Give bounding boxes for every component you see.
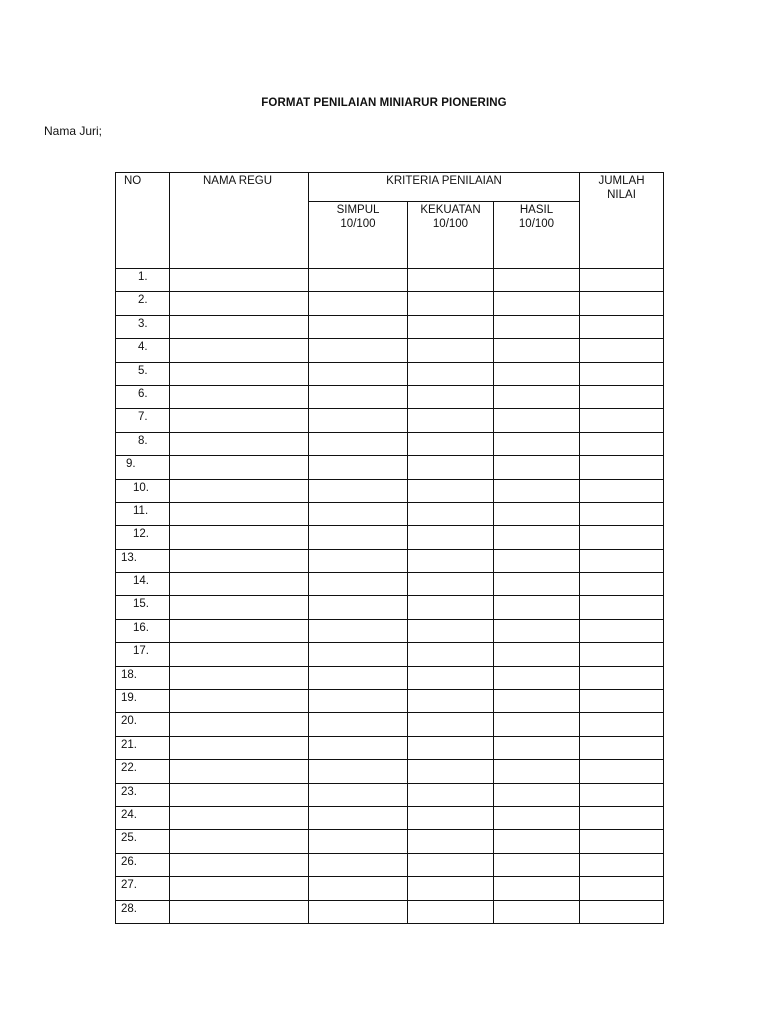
table-row (116, 456, 664, 479)
table-row (116, 619, 664, 642)
table-row (116, 315, 664, 338)
simpul-score-cell[interactable] (309, 456, 408, 479)
row-number: 22. (116, 760, 170, 783)
hasil-score-cell[interactable] (494, 549, 580, 572)
hasil-score-cell[interactable] (494, 690, 580, 713)
kekuatan-score-cell[interactable] (408, 900, 494, 923)
kekuatan-score-cell[interactable] (408, 877, 494, 900)
header-team-name: NAMA REGU (170, 173, 309, 269)
simpul-score-cell[interactable] (309, 666, 408, 689)
team-name-cell[interactable] (170, 339, 309, 362)
hasil-score-cell[interactable] (494, 409, 580, 432)
kekuatan-score-cell[interactable] (408, 456, 494, 479)
header-hasil-score: 10/100 (518, 218, 555, 230)
total-score-cell[interactable] (580, 619, 664, 642)
hasil-score-cell[interactable] (494, 783, 580, 806)
table-row (116, 292, 664, 315)
row-number: 11. (116, 502, 170, 525)
table-row (116, 643, 664, 666)
kekuatan-score-cell[interactable] (408, 853, 494, 876)
row-number: 28. (116, 900, 170, 923)
document-title: FORMAT PENILAIAN MINIARUR PIONERING (261, 97, 507, 109)
simpul-score-cell[interactable] (309, 339, 408, 362)
team-name-cell[interactable] (170, 502, 309, 525)
header-kekuatan-label: KEKUATAN (420, 204, 481, 216)
team-name-cell[interactable] (170, 619, 309, 642)
simpul-score-cell[interactable] (309, 690, 408, 713)
simpul-score-cell[interactable] (309, 806, 408, 829)
simpul-score-cell[interactable] (309, 269, 408, 292)
table-row (116, 526, 664, 549)
team-name-cell[interactable] (170, 806, 309, 829)
row-number: 14. (116, 573, 170, 596)
header-total (580, 173, 664, 269)
table-row (116, 339, 664, 362)
total-score-cell[interactable] (580, 596, 664, 619)
table-row (116, 385, 664, 408)
hasil-score-cell[interactable] (494, 479, 580, 502)
team-name-cell[interactable] (170, 432, 309, 455)
simpul-score-cell[interactable] (309, 877, 408, 900)
row-number: 2. (116, 292, 170, 315)
kekuatan-score-cell[interactable] (408, 292, 494, 315)
simpul-score-cell[interactable] (309, 432, 408, 455)
table-row (116, 877, 664, 900)
row-number: 21. (116, 736, 170, 759)
row-number: 1. (116, 269, 170, 292)
total-score-cell[interactable] (580, 479, 664, 502)
team-name-cell[interactable] (170, 549, 309, 572)
header-simpul-score: 10/100 (340, 218, 376, 230)
team-name-cell[interactable] (170, 596, 309, 619)
simpul-score-cell[interactable] (309, 362, 408, 385)
header-kekuatan (408, 202, 494, 269)
hasil-score-cell[interactable] (494, 502, 580, 525)
simpul-score-cell[interactable] (309, 853, 408, 876)
hasil-score-cell[interactable] (494, 385, 580, 408)
team-name-cell[interactable] (170, 385, 309, 408)
row-number: 4. (116, 339, 170, 362)
header-total-line2: NILAI (607, 189, 636, 201)
team-name-cell[interactable] (170, 643, 309, 666)
team-name-cell[interactable] (170, 292, 309, 315)
kekuatan-score-cell[interactable] (408, 479, 494, 502)
kekuatan-score-cell[interactable] (408, 315, 494, 338)
total-score-cell[interactable] (580, 385, 664, 408)
kekuatan-score-cell[interactable] (408, 783, 494, 806)
simpul-score-cell[interactable] (309, 830, 408, 853)
table-row (116, 479, 664, 502)
team-name-cell[interactable] (170, 760, 309, 783)
table-row (116, 549, 664, 572)
hasil-score-cell[interactable] (494, 573, 580, 596)
table-row (116, 760, 664, 783)
team-name-cell[interactable] (170, 362, 309, 385)
row-number: 6. (116, 385, 170, 408)
table-row (116, 409, 664, 432)
row-number: 13. (116, 549, 170, 572)
table-row (116, 573, 664, 596)
team-name-cell[interactable] (170, 269, 309, 292)
total-score-cell[interactable] (580, 783, 664, 806)
total-score-cell[interactable] (580, 362, 664, 385)
simpul-score-cell[interactable] (309, 596, 408, 619)
total-score-cell[interactable] (580, 549, 664, 572)
row-number: 17. (116, 643, 170, 666)
total-score-cell[interactable] (580, 573, 664, 596)
team-name-cell[interactable] (170, 830, 309, 853)
scoring-table (115, 172, 664, 924)
table-row (116, 362, 664, 385)
hasil-score-cell[interactable] (494, 853, 580, 876)
kekuatan-score-cell[interactable] (408, 385, 494, 408)
simpul-score-cell[interactable] (309, 479, 408, 502)
row-number: 26. (116, 853, 170, 876)
table-row (116, 783, 664, 806)
simpul-score-cell[interactable] (309, 713, 408, 736)
simpul-score-cell[interactable] (309, 619, 408, 642)
total-score-cell[interactable] (580, 900, 664, 923)
kekuatan-score-cell[interactable] (408, 806, 494, 829)
kekuatan-score-cell[interactable] (408, 573, 494, 596)
row-number: 16. (116, 619, 170, 642)
team-name-cell[interactable] (170, 666, 309, 689)
simpul-score-cell[interactable] (309, 315, 408, 338)
team-name-cell[interactable] (170, 736, 309, 759)
table-row (116, 502, 664, 525)
team-name-cell[interactable] (170, 409, 309, 432)
table-row (116, 269, 664, 292)
row-number: 5. (116, 362, 170, 385)
team-name-cell[interactable] (170, 315, 309, 338)
table-row (116, 900, 664, 923)
kekuatan-score-cell[interactable] (408, 830, 494, 853)
total-score-cell[interactable] (580, 315, 664, 338)
row-number: 27. (116, 877, 170, 900)
header-criteria: KRITERIA PENILAIAN (309, 173, 580, 202)
kekuatan-score-cell[interactable] (408, 596, 494, 619)
kekuatan-score-cell[interactable] (408, 643, 494, 666)
hasil-score-cell[interactable] (494, 269, 580, 292)
kekuatan-score-cell[interactable] (408, 269, 494, 292)
header-hasil (494, 202, 580, 269)
row-number: 7. (116, 409, 170, 432)
total-score-cell[interactable] (580, 502, 664, 525)
hasil-score-cell[interactable] (494, 432, 580, 455)
team-name-cell[interactable] (170, 690, 309, 713)
row-number: 19. (116, 690, 170, 713)
table-row (116, 830, 664, 853)
kekuatan-score-cell[interactable] (408, 666, 494, 689)
simpul-score-cell[interactable] (309, 783, 408, 806)
row-number: 8. (116, 432, 170, 455)
team-name-cell[interactable] (170, 573, 309, 596)
hasil-score-cell[interactable] (494, 877, 580, 900)
team-name-cell[interactable] (170, 456, 309, 479)
row-number: 23. (116, 783, 170, 806)
kekuatan-score-cell[interactable] (408, 362, 494, 385)
hasil-score-cell[interactable] (494, 900, 580, 923)
kekuatan-score-cell[interactable] (408, 339, 494, 362)
simpul-score-cell[interactable] (309, 900, 408, 923)
total-score-cell[interactable] (580, 877, 664, 900)
kekuatan-score-cell[interactable] (408, 432, 494, 455)
total-score-cell[interactable] (580, 432, 664, 455)
total-score-cell[interactable] (580, 690, 664, 713)
header-kekuatan-score: 10/100 (432, 218, 469, 230)
team-name-cell[interactable] (170, 713, 309, 736)
header-simpul-label: SIMPUL (336, 204, 380, 216)
simpul-score-cell[interactable] (309, 736, 408, 759)
team-name-cell[interactable] (170, 783, 309, 806)
simpul-score-cell[interactable] (309, 573, 408, 596)
total-score-cell[interactable] (580, 806, 664, 829)
table-row (116, 853, 664, 876)
header-hasil-label: HASIL (519, 204, 554, 216)
kekuatan-score-cell[interactable] (408, 690, 494, 713)
hasil-score-cell[interactable] (494, 806, 580, 829)
table-row (116, 806, 664, 829)
kekuatan-score-cell[interactable] (408, 549, 494, 572)
team-name-cell[interactable] (170, 900, 309, 923)
table-row (116, 690, 664, 713)
hasil-score-cell[interactable] (494, 736, 580, 759)
hasil-score-cell[interactable] (494, 526, 580, 549)
simpul-score-cell[interactable] (309, 526, 408, 549)
simpul-score-cell[interactable] (309, 385, 408, 408)
row-number: 24. (116, 806, 170, 829)
total-score-cell[interactable] (580, 339, 664, 362)
kekuatan-score-cell[interactable] (408, 502, 494, 525)
hasil-score-cell[interactable] (494, 643, 580, 666)
simpul-score-cell[interactable] (309, 549, 408, 572)
hasil-score-cell[interactable] (494, 315, 580, 338)
simpul-score-cell[interactable] (309, 760, 408, 783)
hasil-score-cell[interactable] (494, 713, 580, 736)
judge-name-label: Nama Juri; (44, 124, 103, 138)
total-score-cell[interactable] (580, 666, 664, 689)
header-no: NO (116, 173, 170, 269)
hasil-score-cell[interactable] (494, 339, 580, 362)
row-number: 9. (116, 456, 170, 479)
table-row (116, 596, 664, 619)
total-score-cell[interactable] (580, 526, 664, 549)
total-score-cell[interactable] (580, 643, 664, 666)
hasil-score-cell[interactable] (494, 292, 580, 315)
hasil-score-cell[interactable] (494, 596, 580, 619)
simpul-score-cell[interactable] (309, 292, 408, 315)
total-score-cell[interactable] (580, 269, 664, 292)
row-number: 10. (116, 479, 170, 502)
kekuatan-score-cell[interactable] (408, 760, 494, 783)
hasil-score-cell[interactable] (494, 362, 580, 385)
hasil-score-cell[interactable] (494, 830, 580, 853)
team-name-cell[interactable] (170, 479, 309, 502)
kekuatan-score-cell[interactable] (408, 736, 494, 759)
total-score-cell[interactable] (580, 409, 664, 432)
total-score-cell[interactable] (580, 853, 664, 876)
total-score-cell[interactable] (580, 736, 664, 759)
hasil-score-cell[interactable] (494, 619, 580, 642)
header-total-line1: JUMLAH (598, 175, 645, 187)
row-number: 15. (116, 596, 170, 619)
row-number: 20. (116, 713, 170, 736)
kekuatan-score-cell[interactable] (408, 619, 494, 642)
table-header-row (116, 173, 664, 202)
row-number: 12. (116, 526, 170, 549)
hasil-score-cell[interactable] (494, 666, 580, 689)
row-number: 3. (116, 315, 170, 338)
simpul-score-cell[interactable] (309, 409, 408, 432)
team-name-cell[interactable] (170, 853, 309, 876)
kekuatan-score-cell[interactable] (408, 526, 494, 549)
row-number: 25. (116, 830, 170, 853)
hasil-score-cell[interactable] (494, 760, 580, 783)
total-score-cell[interactable] (580, 830, 664, 853)
row-number: 18. (116, 666, 170, 689)
total-score-cell[interactable] (580, 456, 664, 479)
header-simpul (309, 202, 408, 269)
total-score-cell[interactable] (580, 713, 664, 736)
simpul-score-cell[interactable] (309, 643, 408, 666)
table-row (116, 713, 664, 736)
team-name-cell[interactable] (170, 526, 309, 549)
table-row (116, 736, 664, 759)
total-score-cell[interactable] (580, 292, 664, 315)
table-row (116, 666, 664, 689)
table-row (116, 432, 664, 455)
kekuatan-score-cell[interactable] (408, 713, 494, 736)
team-name-cell[interactable] (170, 877, 309, 900)
kekuatan-score-cell[interactable] (408, 409, 494, 432)
simpul-score-cell[interactable] (309, 502, 408, 525)
total-score-cell[interactable] (580, 760, 664, 783)
hasil-score-cell[interactable] (494, 456, 580, 479)
